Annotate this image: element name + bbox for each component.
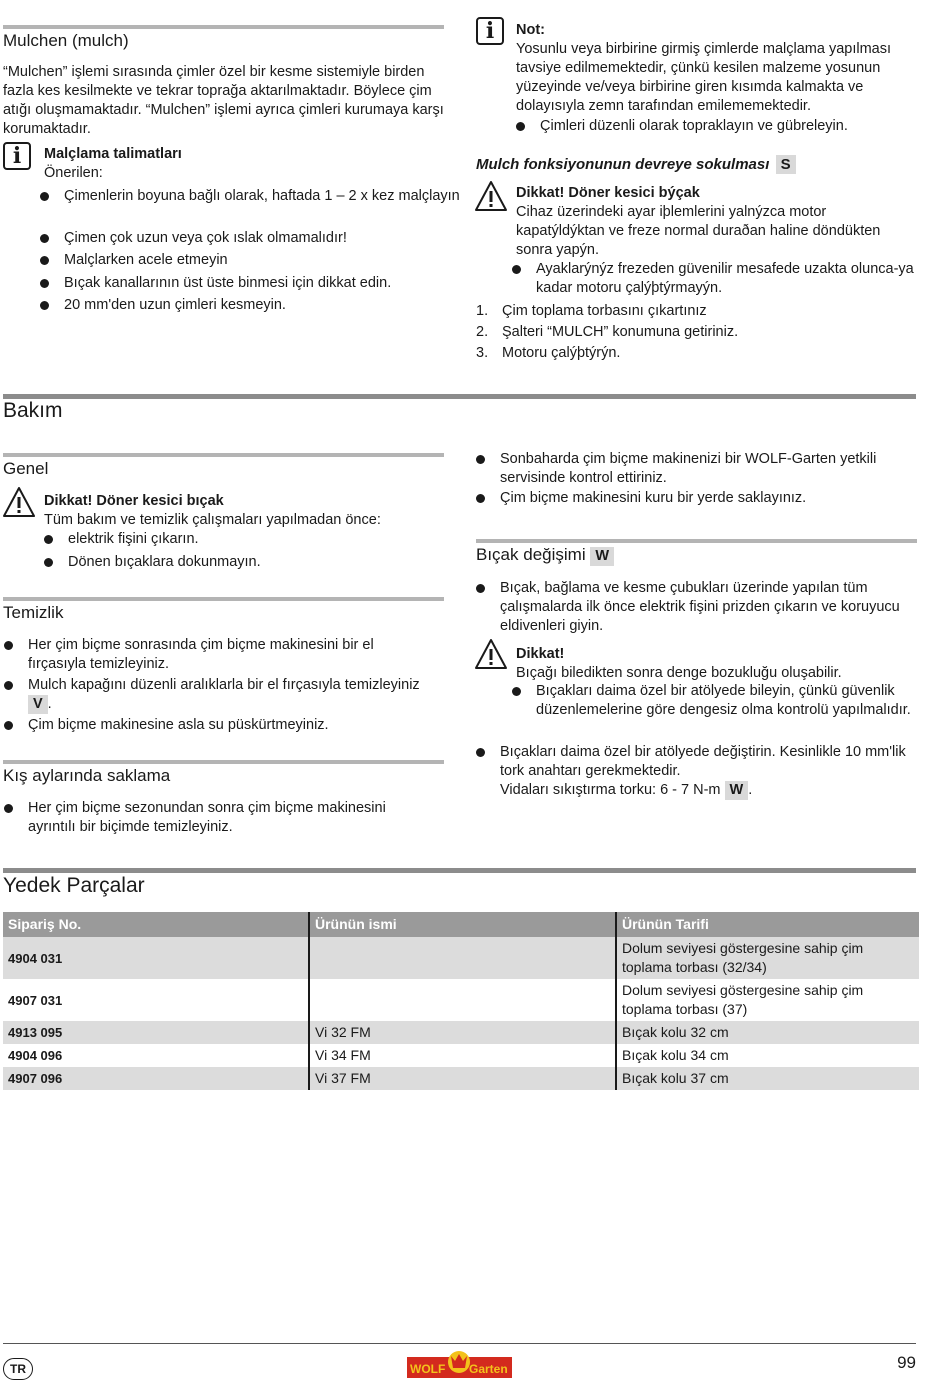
mulchen-intro: “Mulchen” işlemi sırasında çimler özel bir kesme sistemiyle birden fazla kes kesilmekte ve tekrar toprağa aktarılmaktadır. Böylece çim atığı oluşmamaktadır. “Mulchen” işlemi ayrıca çimleri kurumaya karşı korumaktadır. [3, 64, 444, 137]
list-item [2, 676, 433, 714]
section-rule [3, 760, 444, 764]
table-cell: 4907 096 [3, 1067, 309, 1090]
step-number: 1. [476, 303, 489, 319]
list-item: Çim biçme makinesine asla su püskürtmeyiniz. [2, 716, 433, 735]
list-item: Bıçakları daima özel bir atölyede bileyin, çünkü güvenlik düzenlemelerine göre dengesiz olma kontrolü yapılmalıdır. [510, 682, 941, 720]
section-title-temizlik: Temizlik [3, 603, 64, 622]
warning-icon [474, 638, 508, 670]
logo-text-garten: Garten [469, 1362, 508, 1376]
column-header: Sipariş No. [3, 912, 309, 937]
warning-text: Tüm bakım ve temizlik çalışmaları yapılmadan önce: [44, 512, 381, 528]
list-item: Dönen bıçaklara dokunmayın. [42, 553, 261, 572]
wolf-garten-logo [407, 1350, 512, 1380]
table-cell: Dolum seviyesi göstergesine sahip çim toplama torbası (32/34) [616, 937, 919, 979]
warning-icon [474, 180, 508, 212]
table-cell: Vi 37 FM [309, 1067, 616, 1090]
warning-text: Bıçağı biledikten sonra denge bozukluğu oluşabilir. [516, 665, 842, 681]
figure-ref-badge: W [725, 781, 749, 800]
table-cell [309, 979, 616, 1021]
section-title-bicak-text: Bıçak değişimi [476, 545, 586, 564]
warning-title: Dikkat! [516, 646, 565, 662]
warning-text: Cihaz üzerindeki ayar iþlemlerini yalnýzca motor kapatýldýktan ve freze normal duraðan haline döndükten sonra yapýn. [516, 204, 881, 258]
chapter-rule [3, 868, 916, 873]
list-item: Sonbaharda çim biçme makinenizi bir WOLF-Garten yetkili servisinde kontrol ettiriniz. [474, 450, 930, 488]
warning-title: Dikkat! Döner kesici býçak [516, 185, 700, 201]
table-cell: 4904 031 [3, 937, 309, 979]
step-text: Şalteri “MULCH” konumuna getiriniz. [502, 324, 739, 340]
list-item-text: Mulch kapağını düzenli aralıklarla bir el fırçasıyla temizleyiniz [28, 677, 420, 693]
table-cell: Bıçak kolu 34 cm [616, 1044, 919, 1067]
list-item: Bıçak, bağlama ve kesme çubukları üzerinde yapılan tüm çalışmalarda ilk önce elektrik fişini prizden çıkarın ve koruyucu eldivenleri giyin. [474, 579, 942, 636]
table-row [3, 1021, 919, 1044]
step-item [476, 344, 620, 363]
list-item: Çimen çok uzun veya çok ıslak olmamalıdır! [38, 229, 464, 248]
section-title-genel: Genel [3, 459, 49, 478]
section-rule [3, 597, 444, 601]
chapter-rule [3, 394, 916, 399]
table-cell: 4913 095 [3, 1021, 309, 1044]
footer-rule [3, 1343, 916, 1344]
warning-icon [2, 486, 36, 518]
list-item: elektrik fişini çıkarın. [42, 530, 199, 549]
step-number: 3. [476, 345, 489, 361]
section-title-kis: Kış aylarında saklama [3, 766, 171, 785]
list-item: Bıçak kanallarının üst üste binmesi için dikkat edin. [38, 274, 464, 293]
mulch-activate-title-text: Mulch fonksiyonunun devreye sokulması [476, 156, 770, 173]
section-rule [476, 539, 917, 543]
section-title-mulchen: Mulchen (mulch) [3, 31, 129, 50]
step-number: 2. [476, 324, 489, 340]
column-header: Ürünün Tarifi [616, 912, 919, 937]
parts-table [3, 912, 919, 1090]
note-text: Yosunlu veya birbirine girmiş çimlerde malçlama yapılması tavsiye edilmemektedir, çünkü kesilen malzeme yosunun yüzeyinde ve/veya birbirine giren kısımda kalmakta ve dolayısıyla zemn tarafından emilememektedir. [516, 41, 891, 114]
info-title: Malçlama talimatları [44, 146, 182, 162]
list-item: Çimenlerin boyuna bağlı olarak, haftada 1 – 2 x kez malçlayın [38, 187, 464, 206]
table-row [3, 1044, 919, 1067]
warning-title: Dikkat! Döner kesici bıçak [44, 493, 224, 509]
figure-ref-badge: W [590, 547, 614, 566]
list-item: Çim biçme makinesini kuru bir yerde saklayınız. [474, 489, 930, 508]
list-item: Her çim biçme sonrasında çim biçme makinesini bir el fırçasıyla temizleyiniz. [2, 636, 433, 674]
section-rule [3, 25, 444, 29]
table-row [3, 979, 919, 1021]
table-cell: 4904 096 [8, 1048, 63, 1063]
list-item-end: . [748, 782, 753, 798]
section-rule [3, 453, 444, 457]
list-item: Çimleri düzenli olarak topraklayın ve gübreleyin. [514, 117, 940, 136]
step-text: Motoru çalýþtýrýn. [502, 345, 621, 361]
table-cell: Bıçak kolu 37 cm [616, 1067, 919, 1090]
list-item [474, 743, 920, 800]
column-header: Ürünün ismi [309, 912, 616, 937]
chapter-title-bakim: Bakım [3, 399, 63, 422]
table-cell: Dolum seviyesi göstergesine sahip çim toplama torbası (37) [616, 979, 919, 1021]
step-item [476, 302, 707, 321]
step-text: Çim toplama torbasını çıkartınız [502, 303, 707, 319]
table-cell: 4907 031 [8, 992, 63, 1008]
list-item-end: . [47, 696, 52, 712]
info-subtitle: Önerilen: [44, 165, 103, 181]
page-number: 99 [897, 1353, 916, 1372]
language-badge: TR [3, 1358, 33, 1380]
note-title: Not: [516, 22, 545, 38]
list-item-text: Vidaları sıkıştırma torku: 6 - 7 N-m [500, 782, 721, 798]
step-item [476, 323, 738, 342]
list-item: Ayaklarýnýz frezeden güvenilir mesafede uzakta olunca-ya kadar motoru çalýþtýrmayýn. [510, 260, 942, 298]
info-icon: i [3, 142, 31, 170]
info-icon: i [476, 17, 504, 45]
figure-ref-badge: V [28, 695, 48, 714]
mulch-activate-title [476, 155, 796, 174]
logo-text-wolf: WOLF [410, 1362, 446, 1376]
chapter-title-parts: Yedek Parçalar [3, 874, 145, 897]
table-cell: Vi 32 FM [309, 1021, 616, 1044]
list-item: Malçlarken acele etmeyin [38, 251, 464, 270]
figure-ref-badge: S [776, 155, 796, 174]
table-cell [309, 937, 616, 979]
list-item-text: Bıçakları daima özel bir atölyede değiştirin. Kesinlikle 10 mm'lik tork anahtarı gerekmektedir. [500, 744, 906, 779]
section-title-bicak [476, 545, 614, 566]
list-item: 20 mm'den uzun çimleri kesmeyin. [38, 296, 464, 315]
table-row [3, 1067, 919, 1090]
table-cell: Vi 34 FM [309, 1044, 616, 1067]
list-item: Her çim biçme sezonundan sonra çim biçme makinesini ayrıntılı bir biçimde temizleyiniz. [2, 799, 433, 837]
table-row [3, 937, 919, 979]
table-header-row [3, 912, 919, 937]
table-cell: Bıçak kolu 32 cm [616, 1021, 919, 1044]
